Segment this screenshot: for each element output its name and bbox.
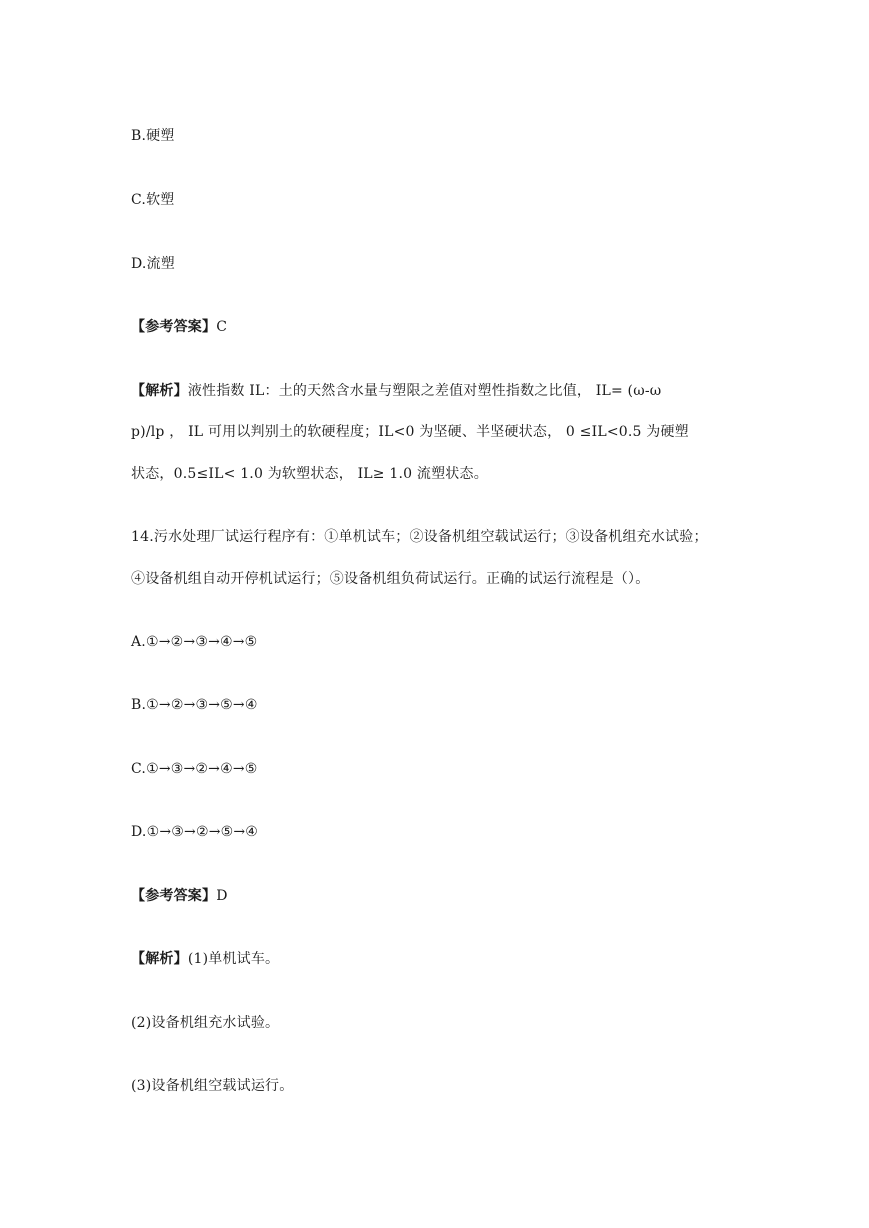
q13-option-d: D.流塑 bbox=[131, 256, 175, 272]
q14-answer bbox=[131, 886, 228, 906]
q14-stem-line-2: ④设备机组自动开停机试运行；⑤设备机组负荷试运行。正确的试运行流程是（）。 bbox=[131, 571, 650, 587]
analysis-text: (1)单机试车。 bbox=[187, 951, 280, 967]
q14-analysis-step-2: (2)设备机组充水试验。 bbox=[131, 1015, 280, 1031]
q14-analysis-step-3: (3)设备机组空载试运行。 bbox=[131, 1078, 294, 1094]
q13-analysis-line-3: 状态，0.5≤IL< 1.0 为软塑状态， IL≥ 1.0 流塑状态。 bbox=[131, 466, 488, 482]
q13-option-b: B.硬塑 bbox=[131, 128, 175, 144]
q13-answer bbox=[131, 317, 227, 337]
answer-label: 【参考答案】 bbox=[131, 888, 217, 904]
q13-option-c: C.软塑 bbox=[131, 192, 175, 208]
q14-option-c: C.①→③→②→④→⑤ bbox=[131, 761, 258, 777]
q13-analysis-line-1 bbox=[131, 381, 661, 401]
answer-value: D bbox=[216, 888, 228, 904]
q14-option-d: D.①→③→②→⑤→④ bbox=[131, 824, 259, 840]
q14-option-a: A.①→②→③→④→⑤ bbox=[131, 634, 258, 650]
q14-option-b: B.①→②→③→⑤→④ bbox=[131, 697, 258, 713]
analysis-text: 液性指数 IL：土的天然含水量与塑限之差值对塑性指数之比值， IL= (ω-ω bbox=[187, 383, 662, 399]
answer-value: C bbox=[216, 319, 228, 335]
q14-analysis-step-1 bbox=[131, 949, 279, 969]
analysis-label: 【解析】 bbox=[131, 383, 188, 399]
answer-label: 【参考答案】 bbox=[131, 319, 217, 335]
q14-stem-line-1: 14.污水处理厂试运行程序有：①单机试车；②设备机组空载试运行；③设备机组充水试验； bbox=[131, 529, 708, 545]
analysis-label: 【解析】 bbox=[131, 951, 188, 967]
q13-analysis-line-2: p)/lp ， IL 可用以判别土的软硬程度；IL<0 为坚硬、半坚硬状态， 0 ≤IL<0.5 为硬塑 bbox=[131, 424, 689, 440]
